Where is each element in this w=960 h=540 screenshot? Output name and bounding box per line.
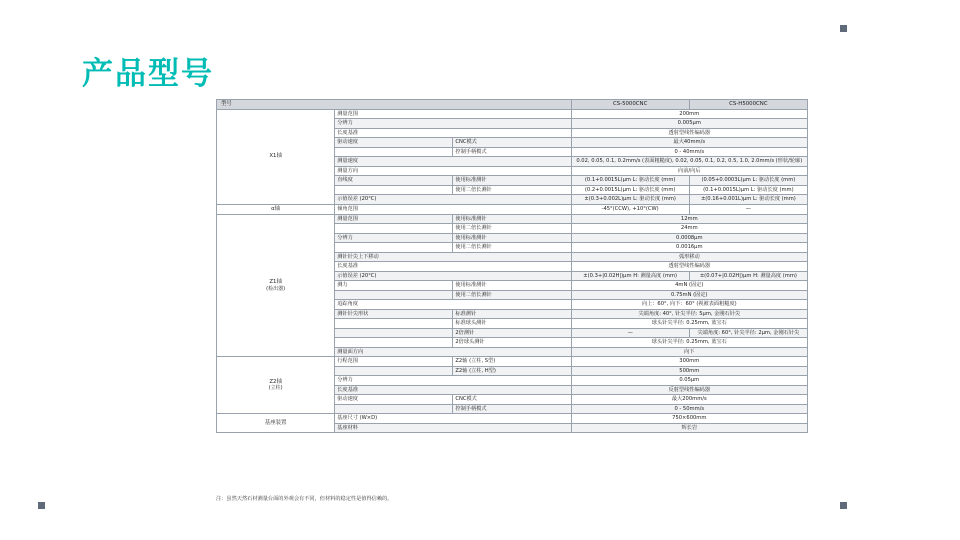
spec-label-primary: 基座材料 [335, 423, 571, 433]
spec-value-shared: 最大40mm/s [571, 138, 807, 148]
table-note: 注：虽然天然石材测量台面的外观会有不同，但材料的稳定性是值得信赖的。 [216, 496, 393, 502]
spec-value-shared: 0.0016μm [571, 243, 807, 253]
spec-value-model-1: — [571, 328, 689, 338]
table-header-row [217, 100, 808, 110]
spec-value-shared: 透射型线性编码器 [571, 128, 807, 138]
spec-label-secondary: 控制手柄模式 [453, 147, 571, 157]
spec-table [216, 99, 808, 433]
table-row [217, 214, 808, 224]
decor-square-bottom-right [840, 502, 847, 509]
spec-label-primary [335, 404, 453, 414]
spec-label-primary: 直线度 [335, 176, 453, 186]
spec-value-shared: 球头针尖半径: 0.25mm, 蓝宝石 [571, 319, 807, 329]
spec-label-primary: 测量方向 [335, 166, 571, 176]
spec-value-shared: 透射型线性编码器 [571, 262, 807, 272]
spec-value-model-2: ±(0.16+0.001L)μm L: 驱动长度 (mm) [689, 195, 807, 205]
spec-label-secondary: CNC模式 [453, 395, 571, 405]
spec-value-shared: 向前/向后 [571, 166, 807, 176]
spec-label-primary [335, 290, 453, 300]
spec-value-model-2: 尖端角度: 60°, 针尖半径: 2μm, 金刚石针尖 [689, 328, 807, 338]
spec-value-shared: 最大200mm/s [571, 395, 807, 405]
page-title: 产品型号 [82, 56, 214, 92]
spec-value-model-1: ±(0.3+0.002L)μm L: 驱动长度 (mm) [571, 195, 689, 205]
spec-label-primary: 测量范围 [335, 109, 571, 119]
decor-square-top-right [840, 25, 847, 32]
spec-label-secondary: 使用标准测针 [453, 281, 571, 291]
axis-label: X1轴 [217, 109, 335, 204]
table-row [217, 357, 808, 367]
spec-label-primary: 行程范围 [335, 357, 453, 367]
spec-label-primary [335, 243, 453, 253]
spec-value-shared: 0.75mN (固定) [571, 290, 807, 300]
spec-label-primary: 长度基准 [335, 128, 571, 138]
table-row [217, 204, 808, 214]
spec-label-primary: 长度基准 [335, 262, 571, 272]
spec-value-shared: 0.0008μm [571, 233, 807, 243]
spec-value-shared: 4mN (固定) [571, 281, 807, 291]
spec-label-primary [335, 366, 453, 376]
spec-label-secondary: 使用标准测针 [453, 233, 571, 243]
header-col-1: CS-5000CNC [571, 100, 689, 110]
spec-label-primary: 基座尺寸 (W×D) [335, 414, 571, 424]
spec-label-primary: 测针针尖形状 [335, 309, 453, 319]
table-row [217, 109, 808, 119]
spec-value-shared: 750×600mm [571, 414, 807, 424]
spec-label-primary: 倾角范围 [335, 204, 571, 214]
axis-sublabel: (检出器) [266, 285, 286, 292]
spec-value-model-2: — [689, 204, 807, 214]
spec-value-shared: 0 - 40mm/s [571, 147, 807, 157]
spec-label-primary [335, 319, 453, 329]
spec-value-shared: 向下 [571, 347, 807, 357]
spec-value-shared: 弧形移动 [571, 252, 807, 262]
spec-label-secondary: Z2轴 (立柱, H型) [453, 366, 571, 376]
spec-label-primary: 示值误差 (20°C) [335, 271, 571, 281]
spec-label-primary: 追踪角度 [335, 300, 571, 310]
spec-value-shared: 尖端角度: 40°, 针尖半径: 5μm, 金刚石针尖 [571, 309, 807, 319]
spec-label-primary: 测针针尖上下移动 [335, 252, 571, 262]
spec-value-shared: 向上：60°, 向下：60° (视被表面粗糙度) [571, 300, 807, 310]
spec-value-shared: 反射型线性编码器 [571, 385, 807, 395]
spec-label-primary [335, 185, 453, 195]
spec-label-primary: 测力 [335, 281, 453, 291]
spec-value-shared: 0.02, 0.05, 0.1, 0.2mm/s (表面粗糙度), 0.02, 0.05, 0.1, 0.2, 0.5, 1.0, 2.0mm/s (形状/轮廓) [571, 157, 807, 167]
spec-value-shared: 500mm [571, 366, 807, 376]
spec-label-secondary: CNC模式 [453, 138, 571, 148]
spec-value-shared: 24mm [571, 224, 807, 234]
axis-sublabel: (立柱) [268, 385, 283, 392]
spec-value-shared: 300mm [571, 357, 807, 367]
spec-table-container [216, 99, 808, 433]
spec-label-primary: 分辨力 [335, 233, 453, 243]
axis-label: α轴 [217, 204, 335, 214]
header-col-2: CS-H5000CNC [689, 100, 807, 110]
spec-label-primary: 示值误差 (20°C) [335, 195, 571, 205]
spec-value-model-1: ±(0.3+|0.02H|)μm H: 测量高度 (mm) [571, 271, 689, 281]
spec-label-secondary: 使用二倍长测针 [453, 224, 571, 234]
spec-label-secondary: 使用二倍长测针 [453, 290, 571, 300]
spec-label-secondary: 使用标准测针 [453, 176, 571, 186]
axis-label: 基座装置 [217, 414, 335, 433]
spec-value-shared: 球头针尖半径: 0.25mm, 蓝宝石 [571, 338, 807, 348]
spec-label-secondary: 2倍测针 [453, 328, 571, 338]
spec-value-shared: 辉长岩 [571, 423, 807, 433]
spec-value-shared: 200mm [571, 109, 807, 119]
spec-label-secondary: 使用二倍长测针 [453, 243, 571, 253]
decor-square-bottom-left [38, 502, 45, 509]
spec-label-primary: 分辨力 [335, 119, 571, 129]
spec-label-primary: 测量范围 [335, 214, 453, 224]
spec-value-shared: 0.005μm [571, 119, 807, 129]
spec-value-model-2: (0.05+0.0003L)μm L: 驱动长度 (mm) [689, 176, 807, 186]
spec-value-shared: 12mm [571, 214, 807, 224]
table-row [217, 414, 808, 424]
spec-value-model-2: ±(0.07+|0.02H|)μm H: 测量高度 (mm) [689, 271, 807, 281]
spec-label-primary: 测量面方向 [335, 347, 571, 357]
spec-label-secondary: 2倍球头测针 [453, 338, 571, 348]
spec-value-model-1: (0.1+0.0015L)μm L: 驱动长度 (mm) [571, 176, 689, 186]
spec-label-secondary: 标准测针 [453, 309, 571, 319]
spec-value-model-1: (0.2+0.0015L)μm L: 驱动长度 (mm) [571, 185, 689, 195]
axis-label: Z2轴 (立柱) [217, 357, 335, 414]
spec-label-primary: 长度基准 [335, 385, 571, 395]
spec-label-secondary: 使用标准测针 [453, 214, 571, 224]
spec-label-secondary: 标准球头测针 [453, 319, 571, 329]
spec-label-primary: 分辨力 [335, 376, 571, 386]
spec-label-primary: 驱动速度 [335, 138, 453, 148]
spec-label-primary [335, 338, 453, 348]
spec-label-primary: 测量速度 [335, 157, 571, 167]
header-model-label: 型号 [217, 100, 572, 110]
spec-label-secondary: 控制手柄模式 [453, 404, 571, 414]
spec-label-primary [335, 147, 453, 157]
spec-value-model-2: (0.1+0.0015L)μm L: 驱动长度 (mm) [689, 185, 807, 195]
spec-label-primary [335, 224, 453, 234]
spec-value-shared: 0.05μm [571, 376, 807, 386]
axis-label: Z1轴 (检出器) [217, 214, 335, 357]
spec-value-model-1: -45°(CCW), +10°(CW) [571, 204, 689, 214]
spec-label-primary [335, 328, 453, 338]
spec-label-primary: 驱动速度 [335, 395, 453, 405]
spec-label-secondary: Z2轴 (立柱, S型) [453, 357, 571, 367]
spec-value-shared: 0 - 50mm/s [571, 404, 807, 414]
spec-label-secondary: 使用二倍长测针 [453, 185, 571, 195]
